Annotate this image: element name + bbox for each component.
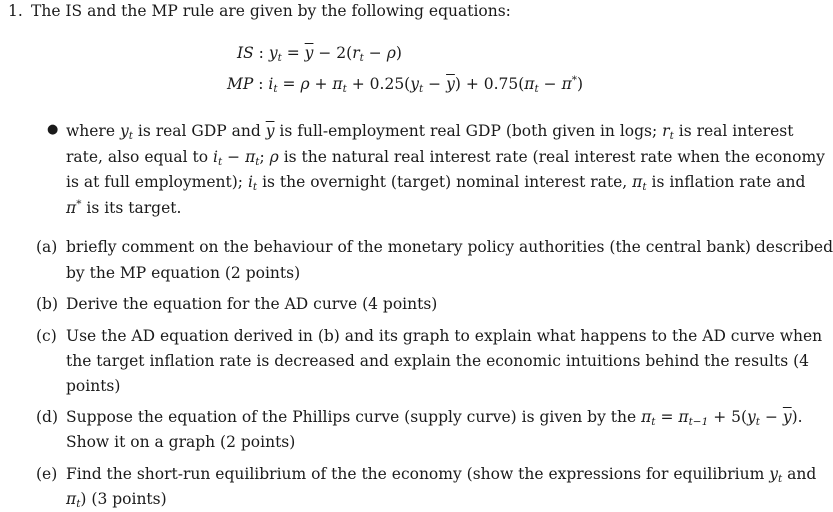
part-a-line-2: by the MP equation (2 points)	[66, 264, 301, 282]
part-d-line-2: Show it on a graph (2 points)	[66, 433, 296, 451]
bullet-icon: ●	[47, 122, 59, 137]
part-b-line-1: Derive the equation for the AD curve (4 points)	[66, 295, 438, 313]
part-e-line-2: $\pi_t$) (3 points)	[66, 490, 167, 510]
mp-equation: MP : $i_t = \rho + \pi_t + 0.25(y_t - \overline{y}) + 0.75(\pi_t - \pi^*)$	[227, 74, 584, 95]
part-e-label: (e)	[36, 465, 58, 483]
part-d-label: (d)	[36, 408, 59, 426]
is-label: IS	[237, 44, 254, 62]
part-c-line-2: the target inflation rate is decreased and explain the economic intuitions behind the results (4	[66, 352, 809, 370]
bullet-line-4: π* is its target.	[66, 198, 182, 217]
question-intro: The IS and the MP rule are given by the following equations:	[31, 2, 511, 20]
is-equation: IS : $y_t = \overline{y} - 2(r_t - \rho)$	[237, 44, 402, 64]
bullet-line-1: where $y_t$ is real GDP and $\overline{y}$ is full-employment real GDP (both given in logs; $r_t$ is real interest	[66, 122, 794, 142]
bullet-line-3: is at full employment); $i_t$ is the overnight (target) nominal interest rate, $\pi_t$ is inflation rate and	[66, 173, 806, 193]
mp-label: MP	[227, 75, 254, 93]
part-d-line-1: Suppose the equation of the Phillips curve (supply curve) is given by the $\pi_t = \pi_{t-1} + 5(y_t - \overline{y})$.	[66, 408, 803, 428]
part-e-line-1: Find the short-run equilibrium of the the economy (show the expressions for equilibrium $y_t$ and	[66, 465, 817, 485]
question-number: 1.	[8, 2, 23, 20]
part-a-line-1: briefly comment on the behaviour of the monetary policy authorities (the central bank) described	[66, 238, 833, 256]
part-c-line-3: points)	[66, 377, 121, 395]
part-a-label: (a)	[36, 238, 58, 256]
part-c-label: (c)	[36, 327, 57, 345]
part-c-line-1: Use the AD equation derived in (b) and its graph to explain what happens to the AD curve when	[66, 327, 823, 345]
bullet-line-2: rate, also equal to $i_t - \pi_t$; ρ is the natural real interest rate (real interest rate when the economy	[66, 148, 825, 168]
part-b-label: (b)	[36, 295, 59, 313]
